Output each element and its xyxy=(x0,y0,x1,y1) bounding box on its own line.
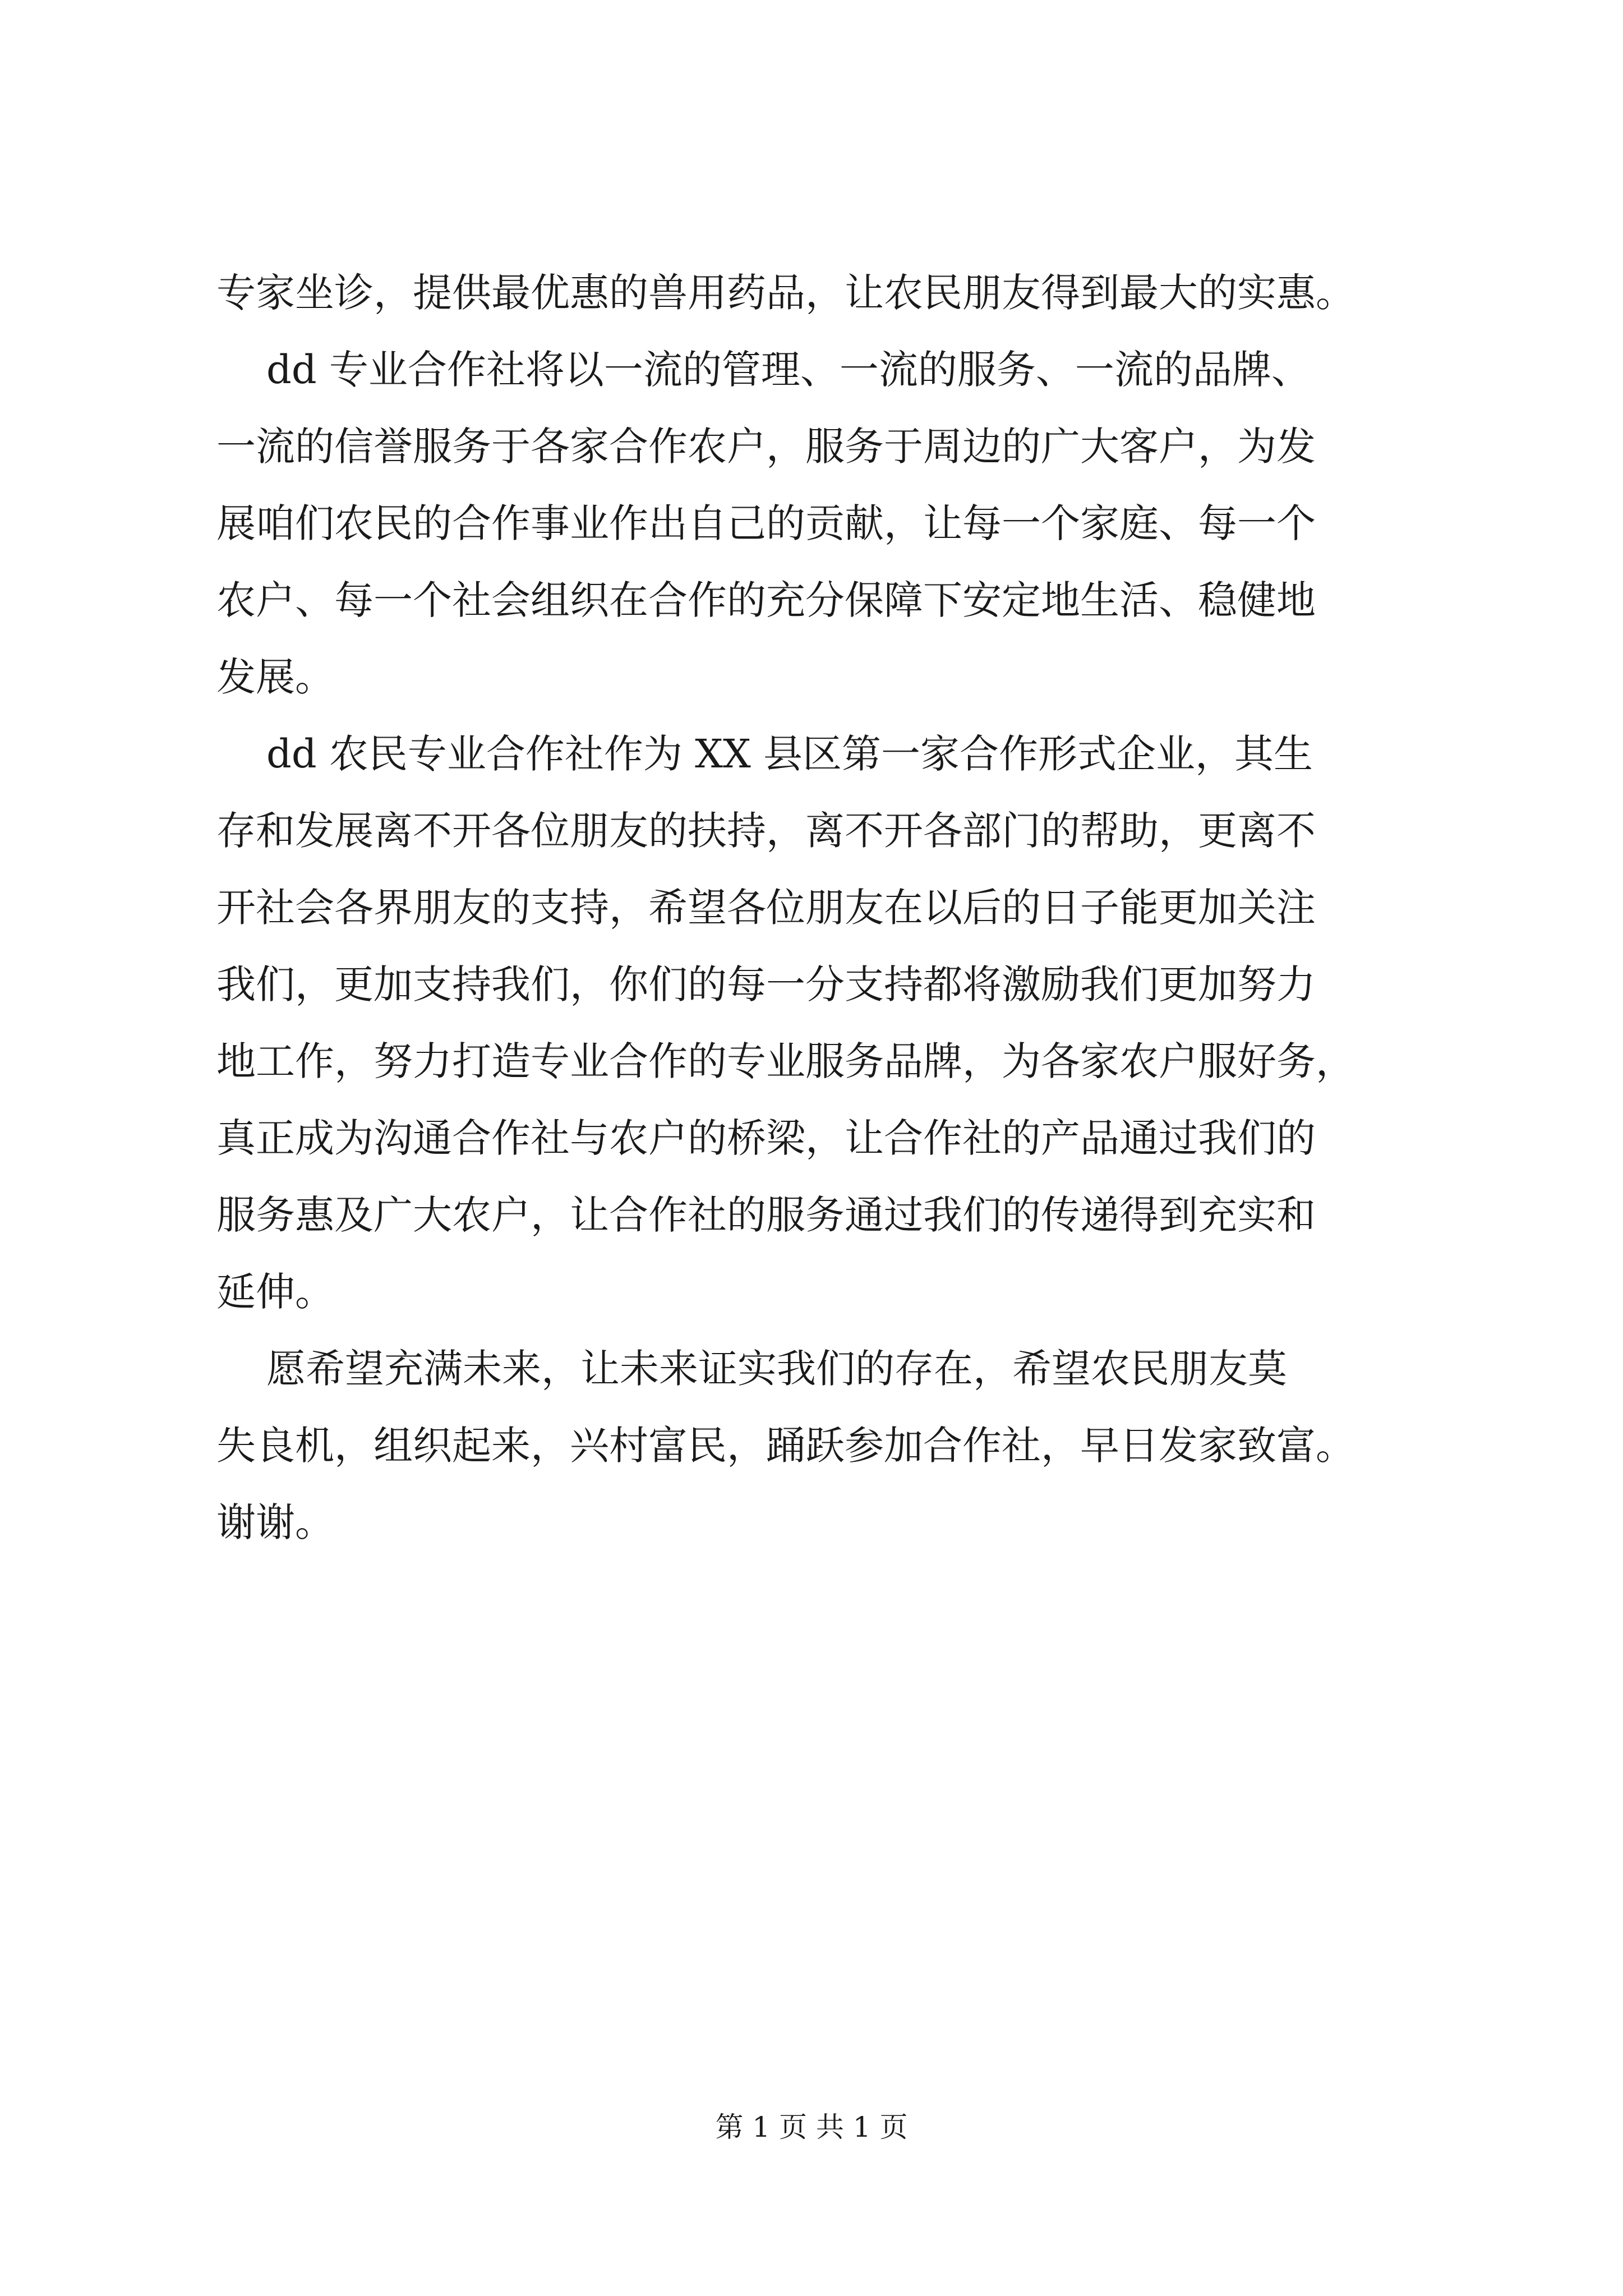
text-line: 展咱们农民的合作事业作出自己的贡献，让每一个家庭、每一个 xyxy=(216,500,1316,546)
page-number-footer: 第 1 页 共 1 页 xyxy=(715,2111,908,2143)
document-body xyxy=(216,255,1421,1561)
text-line: 延伸。 xyxy=(216,1269,334,1315)
text-line: 我们，更加支持我们，你们的每一分支持都将激励我们更加努力 xyxy=(216,961,1316,1007)
text-line: 一流的信誉服务于各家合作农户，服务于周边的广大客户，为发 xyxy=(216,424,1316,470)
text-line: 发展。 xyxy=(216,654,334,700)
text-line: dd 专业合作社将以一流的管理、一流的服务、一流的品牌、 xyxy=(216,347,1311,393)
text-line: 失良机，组织起来，兴村富民，踊跃参加合作社，早日发家致富。 xyxy=(216,1423,1355,1469)
text-line: dd 农民专业合作社作为 XX 县区第一家合作形式企业，其生 xyxy=(216,731,1313,777)
text-line: 服务惠及广大农户，让合作社的服务通过我们的传递得到充实和 xyxy=(216,1192,1316,1238)
text-line: 农户、每一个社会组织在合作的充分保障下安定地生活、稳健地 xyxy=(216,577,1316,623)
text-line: 地工作，努力打造专业合作的专业服务品牌，为各家农户服好务， xyxy=(216,1038,1355,1084)
text-line: 存和发展离不开各位朋友的扶持，离不开各部门的帮助，更离不 xyxy=(216,808,1316,854)
text-line: 谢谢。 xyxy=(216,1499,334,1545)
text-line: 开社会各界朋友的支持，希望各位朋友在以后的日子能更加关注 xyxy=(216,885,1316,931)
text-line: 真正成为沟通合作社与农户的桥梁，让合作社的产品通过我们的 xyxy=(216,1115,1316,1161)
text-line: 愿希望充满未来，让未来证实我们的存在，希望农民朋友莫 xyxy=(216,1346,1288,1392)
text-line: 专家坐诊，提供最优惠的兽用药品，让农民朋友得到最大的实惠。 xyxy=(216,270,1355,316)
